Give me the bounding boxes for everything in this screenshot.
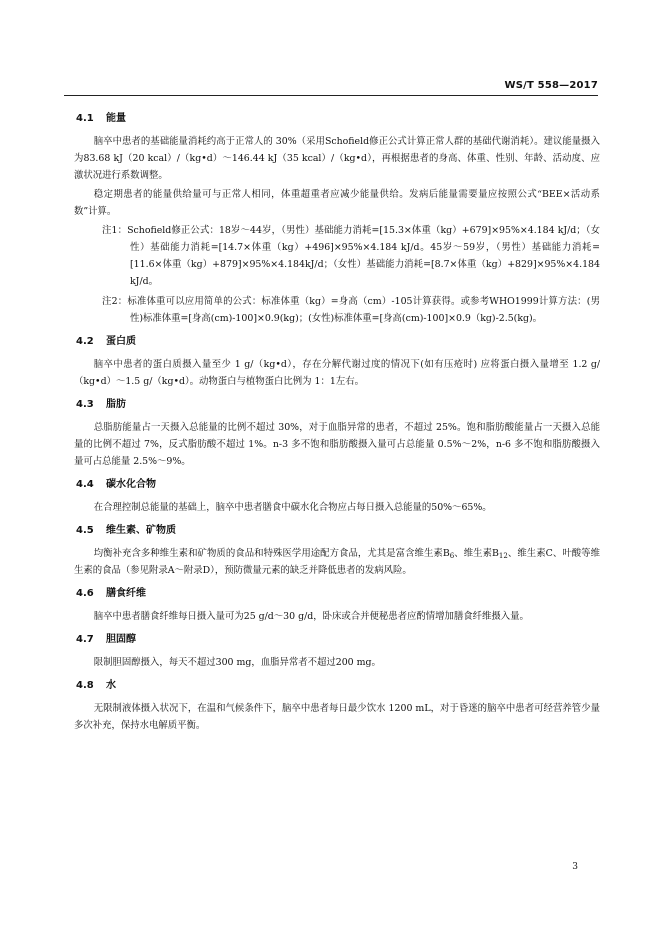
section-heading-fat: 4.3 脂肪 xyxy=(76,399,126,410)
page-number: 3 xyxy=(572,862,578,872)
paragraph: 限制胆固醇摄入，每天不超过300 mg，血脂异常者不超过200 mg。 xyxy=(93,657,381,668)
document-body xyxy=(74,104,600,736)
standard-code-header: WS/T 558—2017 xyxy=(504,80,598,91)
paragraph: 脑卒中患者膳食纤维每日摄入量可为25 g/d～30 g/d，卧床或合并便秘患者应酌情增加膳食纤维摄入量。 xyxy=(93,611,529,622)
paragraph: 稳定期患者的能量供给量可与正常人相同，体重超重者应减少能量供给。发病后能量需要量应按照公式“BEE×活动系数”计算。 xyxy=(74,189,600,217)
paragraph: 在合理控制总能量的基础上，脑卒中患者膳食中碳水化合物应占每日摄入总能量的50%～65%。 xyxy=(93,502,492,513)
paragraph: 脑卒中患者的基础能量消耗约高于正常人的 30%（采用Schofield修正公式计算正常人群的基础代谢消耗）。建议能量摄入为83.68 kJ（20 kcal）/（kg•d）～146.44 kJ（35 kcal）/（kg•d），再根据患者的身高、体重、性别、年龄、活动度、应激状况进行系数调整。 xyxy=(74,136,600,181)
section-heading-energy: 4.1 能量 xyxy=(76,113,126,124)
section-heading-fiber: 4.6 膳食纤维 xyxy=(76,588,146,599)
section-heading-vitamins: 4.5 维生素、矿物质 xyxy=(76,525,176,536)
section-heading-carbohydrate: 4.4 碳水化合物 xyxy=(76,479,156,490)
header-rule xyxy=(64,95,598,96)
paragraph: 无限制液体摄入状况下，在温和气候条件下，脑卒中患者每日最少饮水 1200 mL，对于昏迷的脑卒中患者可经营养管少量多次补充，保持水电解质平衡。 xyxy=(74,703,600,731)
note-1: 注1：Schofield修正公式：18岁～44岁，（男性）基础能力消耗=[15.3×体重（kg）+679]×95%×4.184 kJ/d；（女性）基础能力消耗=[14.7×体重（kg）+496]×95%×4.184 kJ/d。45岁～59岁，（男性）基础能力消耗=[11.6×体重（kg）+879]×95%×4.184kJ/d；（女性）基础能力消耗=[8.7×体重（kg）+829]×95%×4.184 kJ/d。 xyxy=(102,225,600,287)
note-2: 注2：标准体重可以应用简单的公式：标准体重（kg）=身高（cm）-105计算获得。或参考WHO1999计算方法：(男性)标准体重=[身高(cm)-100]×0.9(kg)；(女性)标准体重=[身高(cm)-100]×0.9（kg)-2.5(kg)。 xyxy=(102,296,600,324)
paragraph: 脑卒中患者的蛋白质摄入量至少 1 g/（kg•d），存在分解代谢过度的情况下(如有压疮时) 应将蛋白摄入量增至 1.2 g/（kg•d）～1.5 g/（kg•d）。动物蛋白与植物蛋白比例为 1：1左右。 xyxy=(74,359,600,387)
section-heading-protein: 4.2 蛋白质 xyxy=(76,336,136,347)
paragraph: 总脂肪能量占一天摄入总能量的比例不超过 30%，对于血脂异常的患者，不超过 25%。饱和脂肪酸能量占一天摄入总能量的比例不超过 7%，反式脂肪酸不超过 1%。n-3 多不饱和脂肪酸摄入量可占总能量 0.5%～2%，n-6 多不饱和脂肪酸摄入量可占总能量 2.5%～9%。 xyxy=(74,422,600,467)
section-heading-water: 4.8 水 xyxy=(76,680,116,691)
section-heading-cholesterol: 4.7 胆固醇 xyxy=(76,634,136,645)
paragraph: 均衡补充含多种维生素和矿物质的食品和特殊医学用途配方食品，尤其是富含维生素$B_6$、维生素$B_{12}$、维生素C、叶酸等维生素的食品（参见附录A～附录D），预防微量元素的缺乏并降低患者的发病风险。 xyxy=(74,548,600,576)
